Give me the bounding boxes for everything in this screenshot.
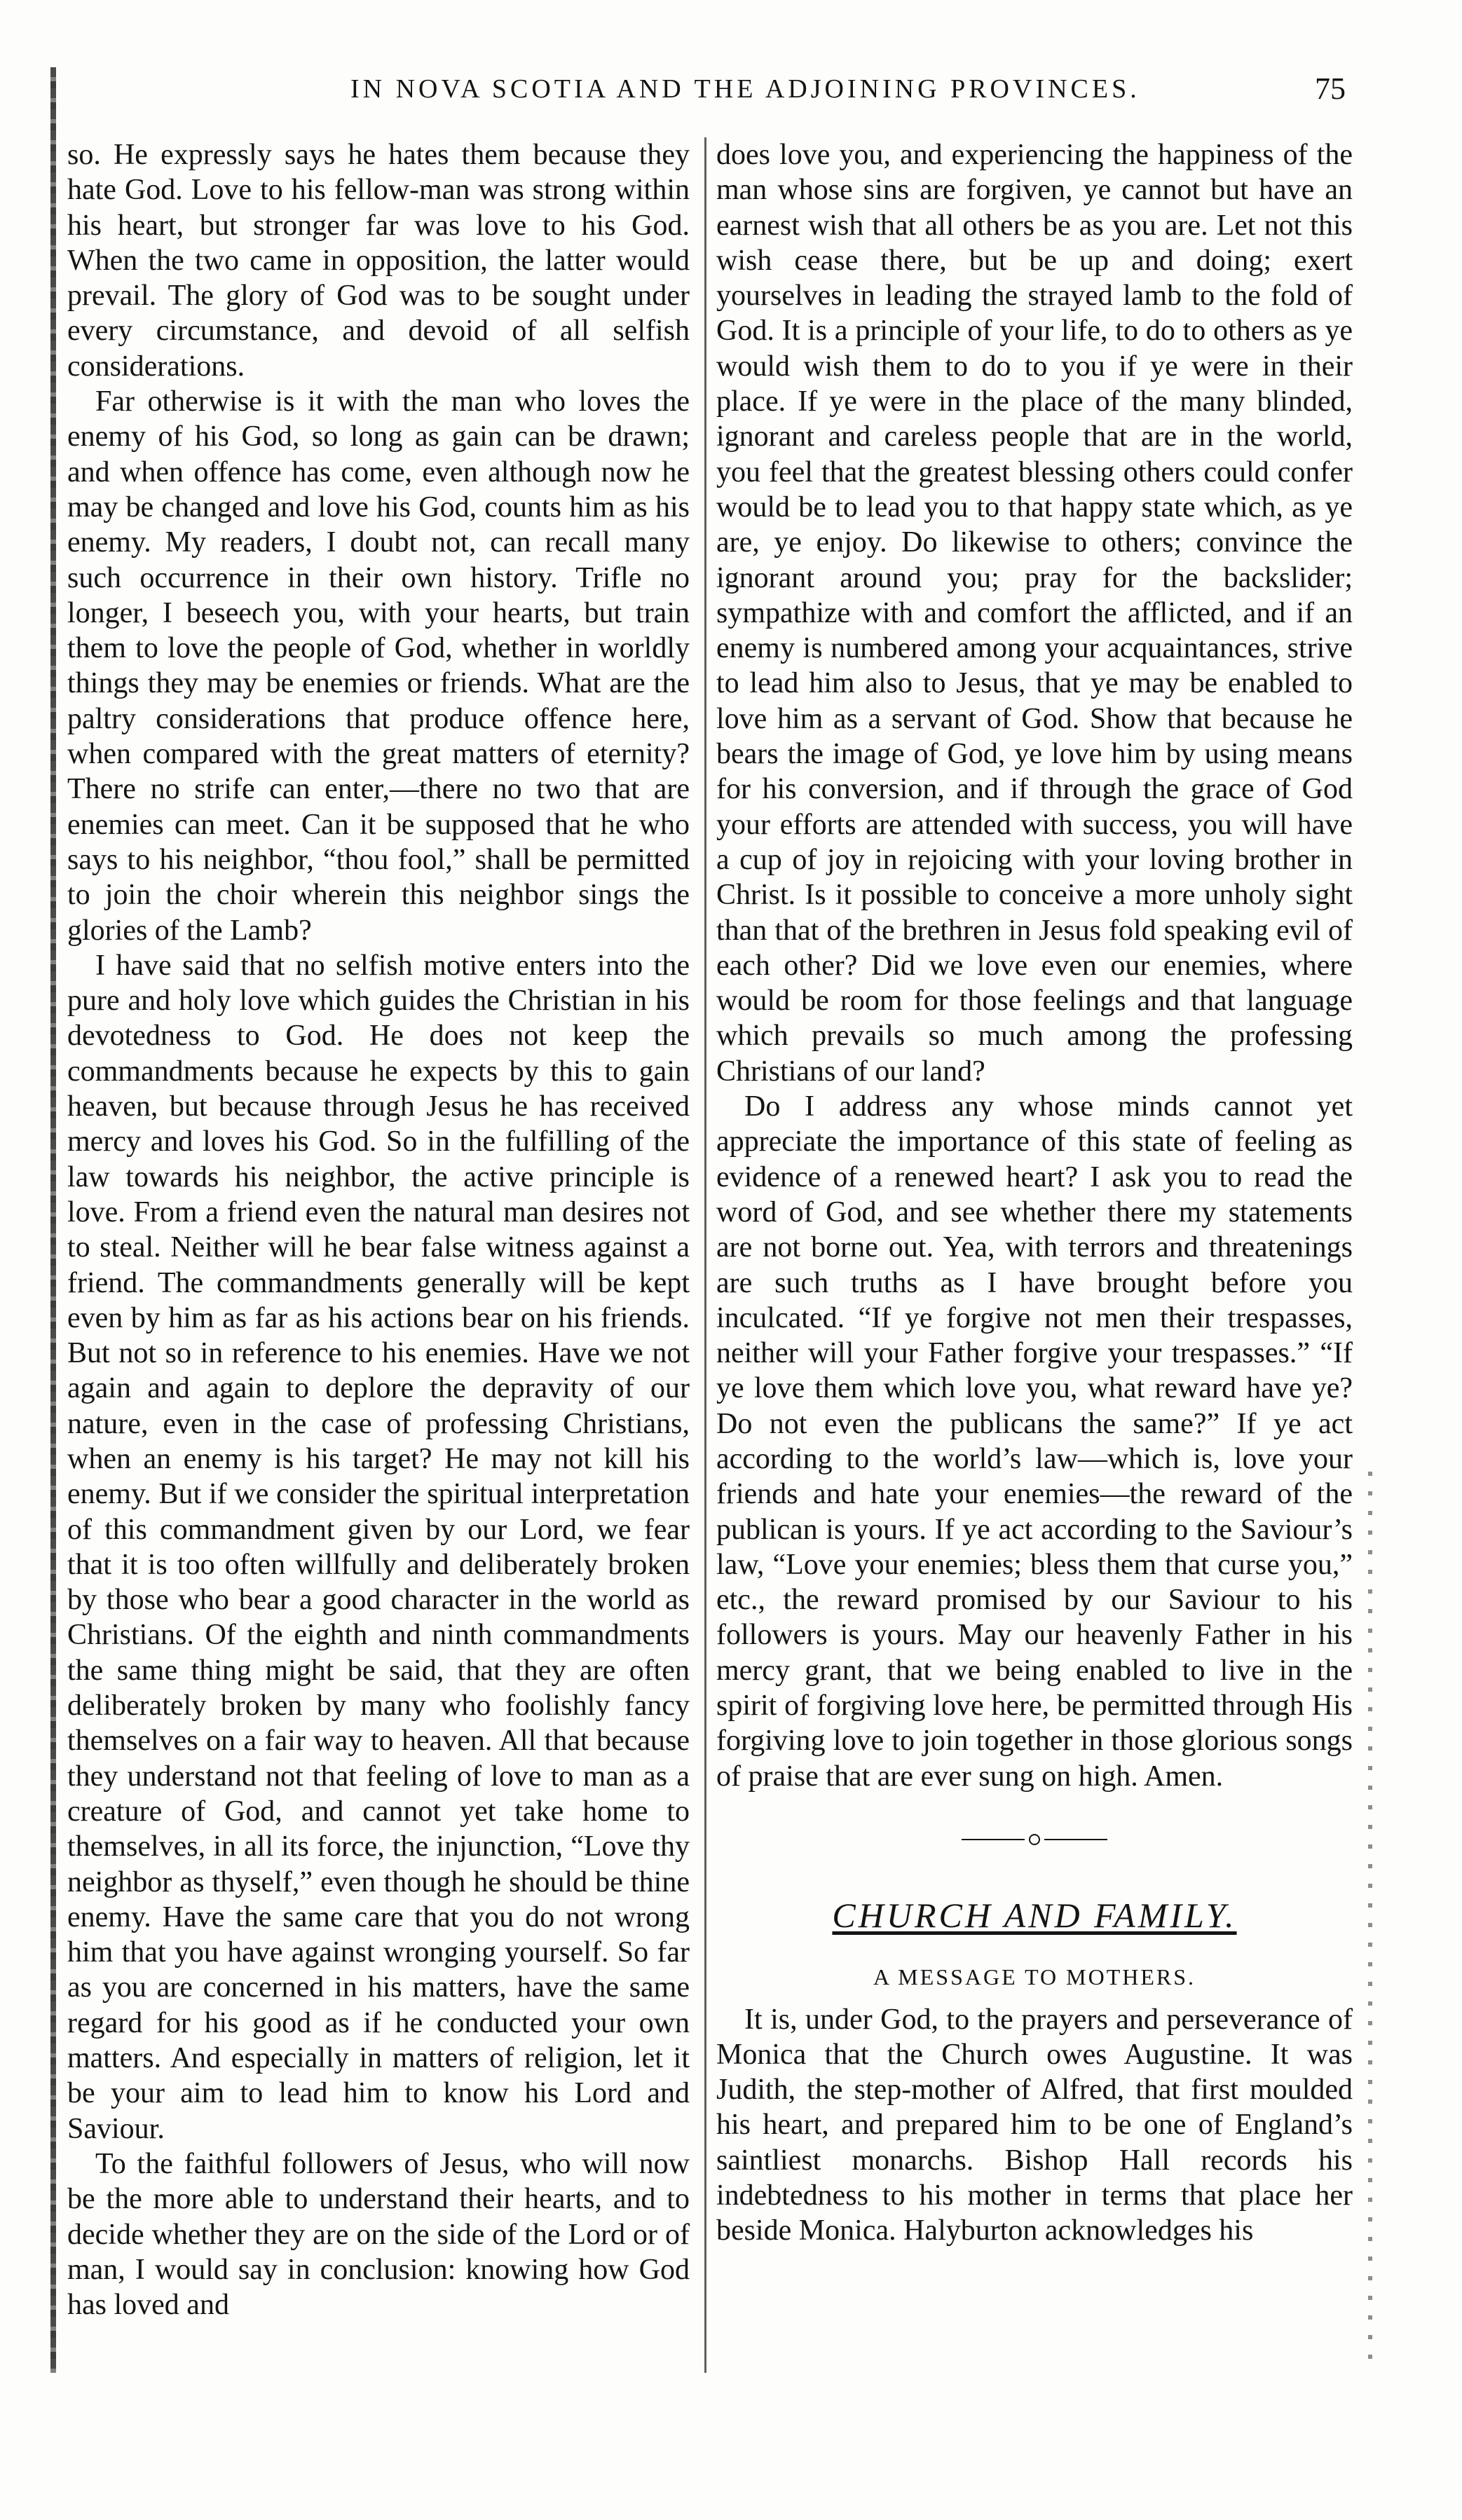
left-paragraph: so. He expressly says he hates them because they hate God. Love to his fellow-man was strong within his heart, but stronger far was love to his God. When the two came in opposition, the latter would prevail. The glory of God was to be sought under every circumstance, and devoid of all selfish considerations. (67, 139, 690, 383)
column-gutter-rule (704, 137, 706, 2373)
divider-rule (962, 1839, 1025, 1840)
left-paragraph: I have said that no selfish motive enters into the pure and holy love which guides the Christian in his devotedness to God. He does not keep the commandments because he expects by this to gain heaven, but because through Jesus he has received mercy and loves his God. So in the fulfilling of the law towards his neighbor, the active principle is love. From a friend even the natural man desires not to steal. Neither will he bear false witness against a friend. The commandments generally will be kept even by him as far as his actions bear on his friends. But not so in reference to his enemies. Have we not again and again to deplore the depravity of our nature, even in the case of professing Christians, when an enemy is his target? He may not kill his enemy. But if we consider the spiritual interpretation of this commandment given by our Lord, we fear that it is too often willfully and deliberately broken by those who bear a good character in the world as Christians. Of the eighth and ninth commandments the same thing might be said, that they are often deliberately broken by many who foolishly fancy themselves on a fair way to heaven. All that because they understand not that feeling of love to man as a creature of God, and cannot yet take home to themselves, in all its force, the injunction, “Love thy neighbor as thyself,” even though he should be thine enemy. Have the same care that you do not wrong him that you have against wronging yourself. So far as you are concerned in his matters, have the same regard for his good as if he conducted your own matters. And especially in matters of religion, let it be your aim to lead him to know his Lord and Saviour. (67, 949, 690, 2145)
section-title-text: CHURCH AND FAMILY. (832, 1895, 1237, 1935)
left-column (67, 137, 690, 2322)
running-head: IN NOVA SCOTIA AND THE ADJOINING PROVINCES. (350, 74, 1140, 104)
left-paragraph: To the faithful followers of Jesus, who will now be the more able to understand their hearts, and to decide whether they are on the side of the Lord or of man, I would say in conclusion: knowing how God has loved and (67, 2147, 690, 2322)
left-paragraph: Far otherwise is it with the man who loves the enemy of his God, so long as gain can be drawn; and when offence has come, even although now he may be changed and love his God, counts him as his enemy. My readers, I doubt not, can recall many such occurrence in their own history. Trifle no longer, I beseech you, with your hearts, but train them to love the people of God, whether in worldly things they may be enemies or friends. What are the paltry considerations that produce offence here, when compared with the great matters of eternity? There no strife can enter,—there no two that are enemies can meet. Can it be supposed that he who says to his neighbor, “thou fool,” shall be permitted to join the choir wherein this neighbor sings the glories of the Lamb? (67, 385, 690, 947)
divider-ornament (1029, 1834, 1040, 1845)
section-divider (716, 1822, 1353, 1857)
page-number: 75 (1315, 71, 1346, 106)
right-paragraph: does love you, and experiencing the happiness of the man whose sins are forgiven, ye cannot but have an earnest wish that all others be as you are. Let not this wish cease there, but be up and doing; exert yourselves in leading the strayed lamb to the fold of God. It is a principle of your life, to do to others as ye would wish them to do to you if ye were in their place. If ye were in the place of the many blinded, ignorant and careless people that are in the world, you feel that the greatest blessing others could confer would be to lead you to that happy state which, as ye are, ye enjoy. Do likewise to others; convince the ignorant around you; pray for the backslider; sympathize with and comfort the afflicted, and if an enemy is numbered among your acquaintances, strive to lead him also to Jesus, that ye may be enabled to love him as a servant of God. Show that because he bears the image of God, ye love him by using means for his conversion, and if through the grace of God your efforts are attended with success, you will have a cup of joy in rejoicing with your loving brother in Christ. Is it possible to conceive a more unholy sight than that of the brethren in Jesus fold speaking evil of each other? Did we love even our enemies, where would be room for those feelings and that language which prevails so much among the professing Christians of our land? (716, 139, 1353, 1088)
section-title (716, 1895, 1353, 1935)
right-edge-marks (1368, 1472, 1372, 2369)
right-column (716, 137, 1353, 2249)
article-title: A MESSAGE TO MOTHERS. (873, 1964, 1196, 1990)
article-paragraph: It is, under God, to the prayers and perseverance of Monica that the Church owes Augustine. It was Judith, the step-mother of Alfred, that first moulded his heart, and prepared him to be one of England’s saintliest monarchs. Bishop Hall records his indebtedness to his mother in terms that place her beside Monica. Halyburton acknowledges his (716, 2003, 1353, 2247)
divider-rule (1044, 1839, 1107, 1840)
left-border-rule (50, 67, 56, 2373)
right-paragraph: Do I address any whose minds cannot yet appreciate the importance of this state of feeling as evidence of a renewed heart? I ask you to read the word of God, and see whether there my statements are not borne out. Yea, with terrors and threatenings are such truths as I have brought before you inculcated. “If ye forgive not men their trespasses, neither will your Father forgive your trespasses.” “If ye love them which love you, what reward have ye? Do not even the publicans the same?” If ye act according to the world’s law—which is, love your friends and hate your enemies—the reward of the publican is yours. If ye act according to the Saviour’s law, “Love your enemies; bless them that curse you,” etc., the reward promised by our Saviour to his followers is yours. May our heavenly Father in his mercy grant, that we being enabled to live in the spirit of forgiving love here, be permitted through His forgiving love to join together in those glorious songs of praise that are ever sung on high. Amen. (716, 1090, 1353, 1793)
page-header (63, 71, 1346, 116)
